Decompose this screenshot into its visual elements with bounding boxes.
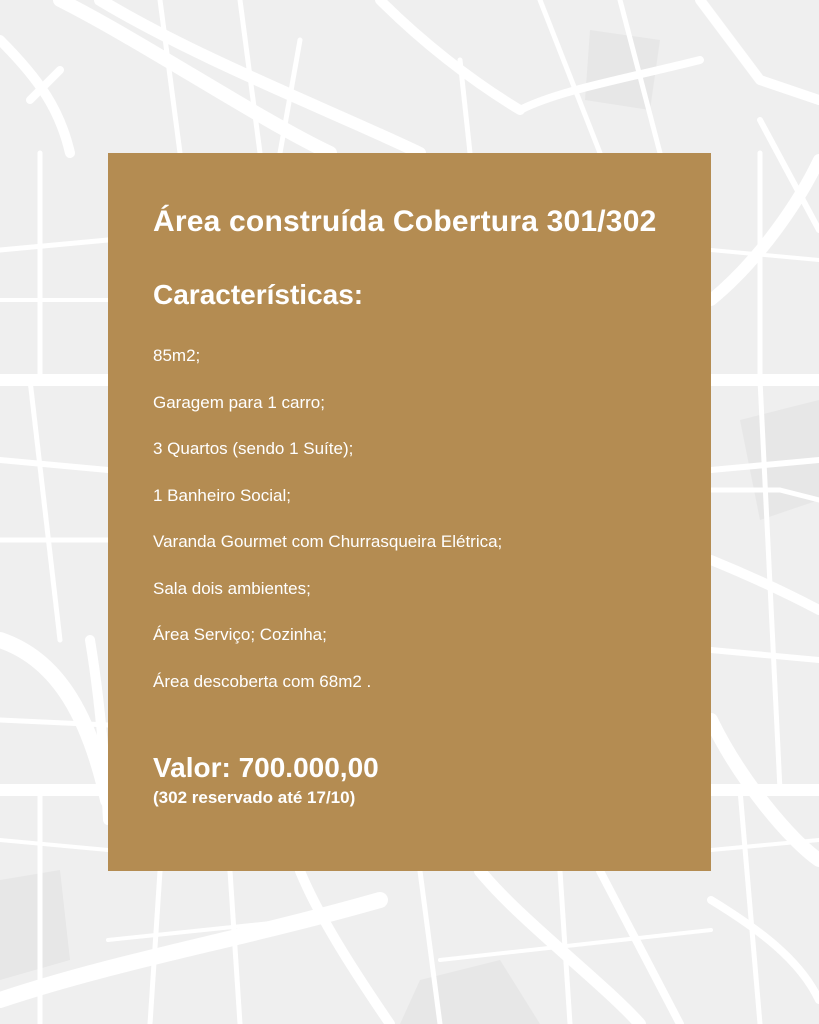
property-title: Área construída Cobertura 301/302 — [153, 205, 657, 238]
features-list — [153, 345, 502, 717]
features-heading: Características: — [153, 279, 364, 310]
feature-item-bedrooms: 3 Quartos (sendo 1 Suíte); — [153, 439, 354, 458]
feature-item-living-room: Sala dois ambientes; — [153, 578, 311, 598]
reservation-note: (302 reservado até 17/10) — [153, 788, 356, 807]
price-label: Valor: 700.000,00 — [153, 752, 379, 783]
feature-item-area: 85m2; — [153, 346, 201, 365]
feature-item-garage: Garagem para 1 carro; — [153, 392, 325, 412]
feature-item-service-area: Área Serviço; Cozinha; — [153, 625, 327, 644]
feature-item-open-area: Área descoberta com 68m2 . — [153, 671, 372, 691]
feature-item-balcony: Varanda Gourmet com Churrasqueira Elétrica; — [153, 532, 503, 551]
property-info-card — [108, 153, 711, 871]
feature-item-bathroom: 1 Banheiro Social; — [153, 485, 291, 505]
